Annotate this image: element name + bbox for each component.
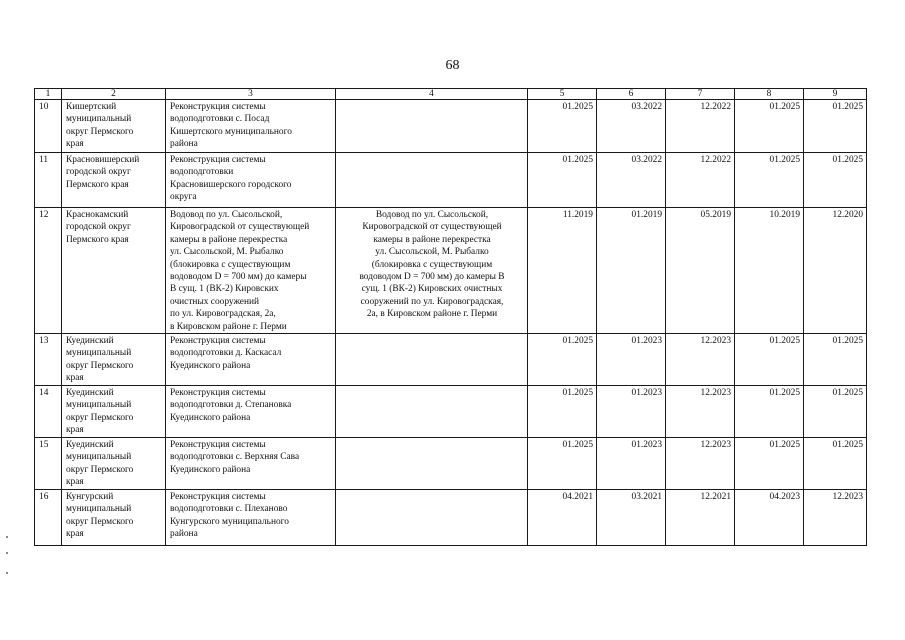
municipality-line: Куединский [66,336,114,347]
date-cell: 11.2019 [528,208,597,334]
description-cell [336,100,528,153]
date-cell: 01.2025 [528,386,597,438]
description-line: сущ. 1 (ВК-2) Кировских очистных [361,284,503,295]
row-number: 14 [35,386,62,438]
date-cell: 01.2023 [597,334,666,386]
table-row [35,386,867,438]
description-line: Кировоградской от существующей [362,222,502,233]
object-cell [166,100,336,153]
date-cell: 01.2025 [528,438,597,490]
table-row [35,334,867,386]
object-line: Кишертского муниципального [170,126,292,137]
column-header: 8 [735,89,804,100]
municipality-line: Кунгурский [66,492,114,503]
column-header: 6 [597,89,666,100]
column-header: 2 [62,89,166,100]
date-cell: 01.2025 [528,153,597,208]
municipality-line: муниципальный [66,400,132,411]
object-line: Куединского района [170,464,251,475]
municipality-line: Красновишерский [66,155,140,165]
object-line: очистных сооружений [170,296,260,307]
description-line: сооружений по ул. Кировоградская, [360,296,504,307]
date-cell: 01.2023 [597,386,666,438]
municipality-line: городской округ [66,167,131,178]
description-line: Водовод по ул. Сысольской, [375,210,489,220]
municipality-line: Куединский [66,440,114,451]
municipality-line: муниципальный [66,114,132,125]
description-cell [336,153,528,208]
object-line: камеры в районе перекрестка [170,234,288,245]
description-cell [336,490,528,546]
row-number: 11 [35,153,62,208]
date-cell: 01.2025 [804,386,867,438]
object-line: по ул. Кировоградская, 2а, [170,309,276,320]
municipality-line: края [66,477,84,488]
date-cell: 10.2019 [735,208,804,334]
date-cell: 01.2025 [735,334,804,386]
municipality-line: края [66,529,84,540]
date-cell: 04.2021 [528,490,597,546]
scan-mark [6,536,8,538]
date-cell: 01.2025 [528,334,597,386]
object-cell [166,386,336,438]
date-cell: 01.2025 [528,100,597,153]
date-cell: 03.2021 [597,490,666,546]
table-row [35,100,867,153]
description-line: ул. Сысольской, М. Рыбалко [375,247,489,258]
object-line: ул. Сысольской, М. Рыбалко [170,247,284,258]
date-cell: 03.2022 [597,100,666,153]
object-line: Красновишерского городского [170,179,292,190]
date-cell: 12.2022 [666,153,735,208]
page-number: 68 [445,58,460,73]
column-header: 5 [528,89,597,100]
data-table [34,88,867,546]
municipality-line: края [66,425,84,436]
date-cell: 01.2023 [597,438,666,490]
date-cell: 12.2023 [666,334,735,386]
object-line: Реконструкция системы [170,492,266,503]
date-cell: 12.2022 [666,100,735,153]
column-header: 3 [166,89,336,100]
description-cell [336,334,528,386]
object-line: Водовод по ул. Сысольской, [170,210,283,220]
municipality-cell [62,153,166,208]
object-line: водоподготовки д. Каскасал [170,348,282,359]
municipality-line: городской округ [66,222,131,233]
object-line: Кунгурского муниципального [170,516,289,527]
date-cell: 01.2025 [735,386,804,438]
municipality-line: муниципальный [66,504,132,515]
table-row [35,153,867,208]
object-line: Куединского района [170,360,251,371]
object-line: в Кировском районе г. Перми [170,321,287,332]
municipality-line: Куединский [66,388,114,399]
date-cell: 01.2025 [735,100,804,153]
date-cell: 05.2019 [666,208,735,334]
object-line: водоподготовки с. Посад [170,114,270,125]
date-cell: 04.2023 [735,490,804,546]
object-line: Реконструкция системы [170,336,266,347]
date-cell: 03.2022 [597,153,666,208]
row-number: 15 [35,438,62,490]
municipality-line: округ Пермского [66,516,134,527]
description-cell [336,208,528,334]
description-line: водоводом D = 700 мм) до камеры В [359,272,505,283]
municipality-line: округ Пермского [66,412,134,423]
object-cell [166,208,336,334]
date-cell: 12.2021 [666,490,735,546]
header-row [35,89,867,100]
municipality-cell [62,386,166,438]
object-cell [166,334,336,386]
municipality-line: края [66,373,84,384]
date-cell: 01.2019 [597,208,666,334]
municipality-line: округ Пермского [66,126,134,137]
row-number: 13 [35,334,62,386]
object-line: Реконструкция системы [170,155,266,165]
row-number: 10 [35,100,62,153]
date-cell: 01.2025 [804,100,867,153]
municipality-cell [62,100,166,153]
column-header: 7 [666,89,735,100]
description-cell [336,438,528,490]
object-line: (блокировка с существующим [170,259,291,270]
object-line: водоподготовки с. Плеханово [170,504,288,515]
row-number: 12 [35,208,62,334]
municipality-line: Пермского края [66,179,129,190]
municipality-line: края [66,139,84,150]
date-cell: 01.2025 [804,438,867,490]
object-line: Куединского района [170,412,251,423]
municipality-cell [62,490,166,546]
municipality-line: муниципальный [66,452,132,463]
object-line: В сущ. 1 (ВК-2) Кировских [170,284,279,295]
object-line: Реконструкция системы [170,440,266,451]
object-line: водоводом D = 700 мм) до камеры [170,272,307,283]
date-cell: 01.2025 [804,153,867,208]
object-line: водоподготовки [170,167,234,178]
municipality-cell [62,334,166,386]
object-cell [166,490,336,546]
municipality-cell [62,438,166,490]
row-number: 16 [35,490,62,546]
object-line: Реконструкция системы [170,388,266,399]
municipality-cell [62,208,166,334]
date-cell: 01.2025 [735,438,804,490]
date-cell: 01.2025 [804,334,867,386]
table-row [35,208,867,334]
municipality-line: округ Пермского [66,360,134,371]
date-cell: 12.2020 [804,208,867,334]
municipality-line: Краснокамский [66,210,129,220]
date-cell: 12.2023 [804,490,867,546]
object-line: района [170,139,198,150]
object-line: Кировоградской от существующей [170,222,310,233]
municipality-line: муниципальный [66,348,132,359]
object-line: водоподготовки д. Степановка [170,400,292,411]
object-cell [166,153,336,208]
municipality-line: Кишертский [66,102,117,112]
object-line: округа [170,192,197,203]
description-cell [336,386,528,438]
table-row [35,438,867,490]
column-header: 1 [35,89,62,100]
date-cell: 01.2025 [735,153,804,208]
description-line: (блокировка с существующим [371,259,493,270]
date-cell: 12.2023 [666,438,735,490]
object-line: водоподготовки с. Верхняя Сава [170,452,300,463]
column-header: 4 [336,89,528,100]
description-line: 2а, в Кировском районе г. Перми [366,309,498,320]
scan-mark [6,552,8,554]
date-cell: 12.2023 [666,386,735,438]
column-header: 9 [804,89,867,100]
municipality-line: Пермского края [66,234,129,245]
municipality-line: округ Пермского [66,464,134,475]
table-row [35,490,867,546]
description-line: камеры в районе перекрестка [373,234,491,245]
object-cell [166,438,336,490]
object-line: Реконструкция системы [170,102,266,112]
object-line: района [170,529,198,540]
scan-mark [6,572,8,574]
